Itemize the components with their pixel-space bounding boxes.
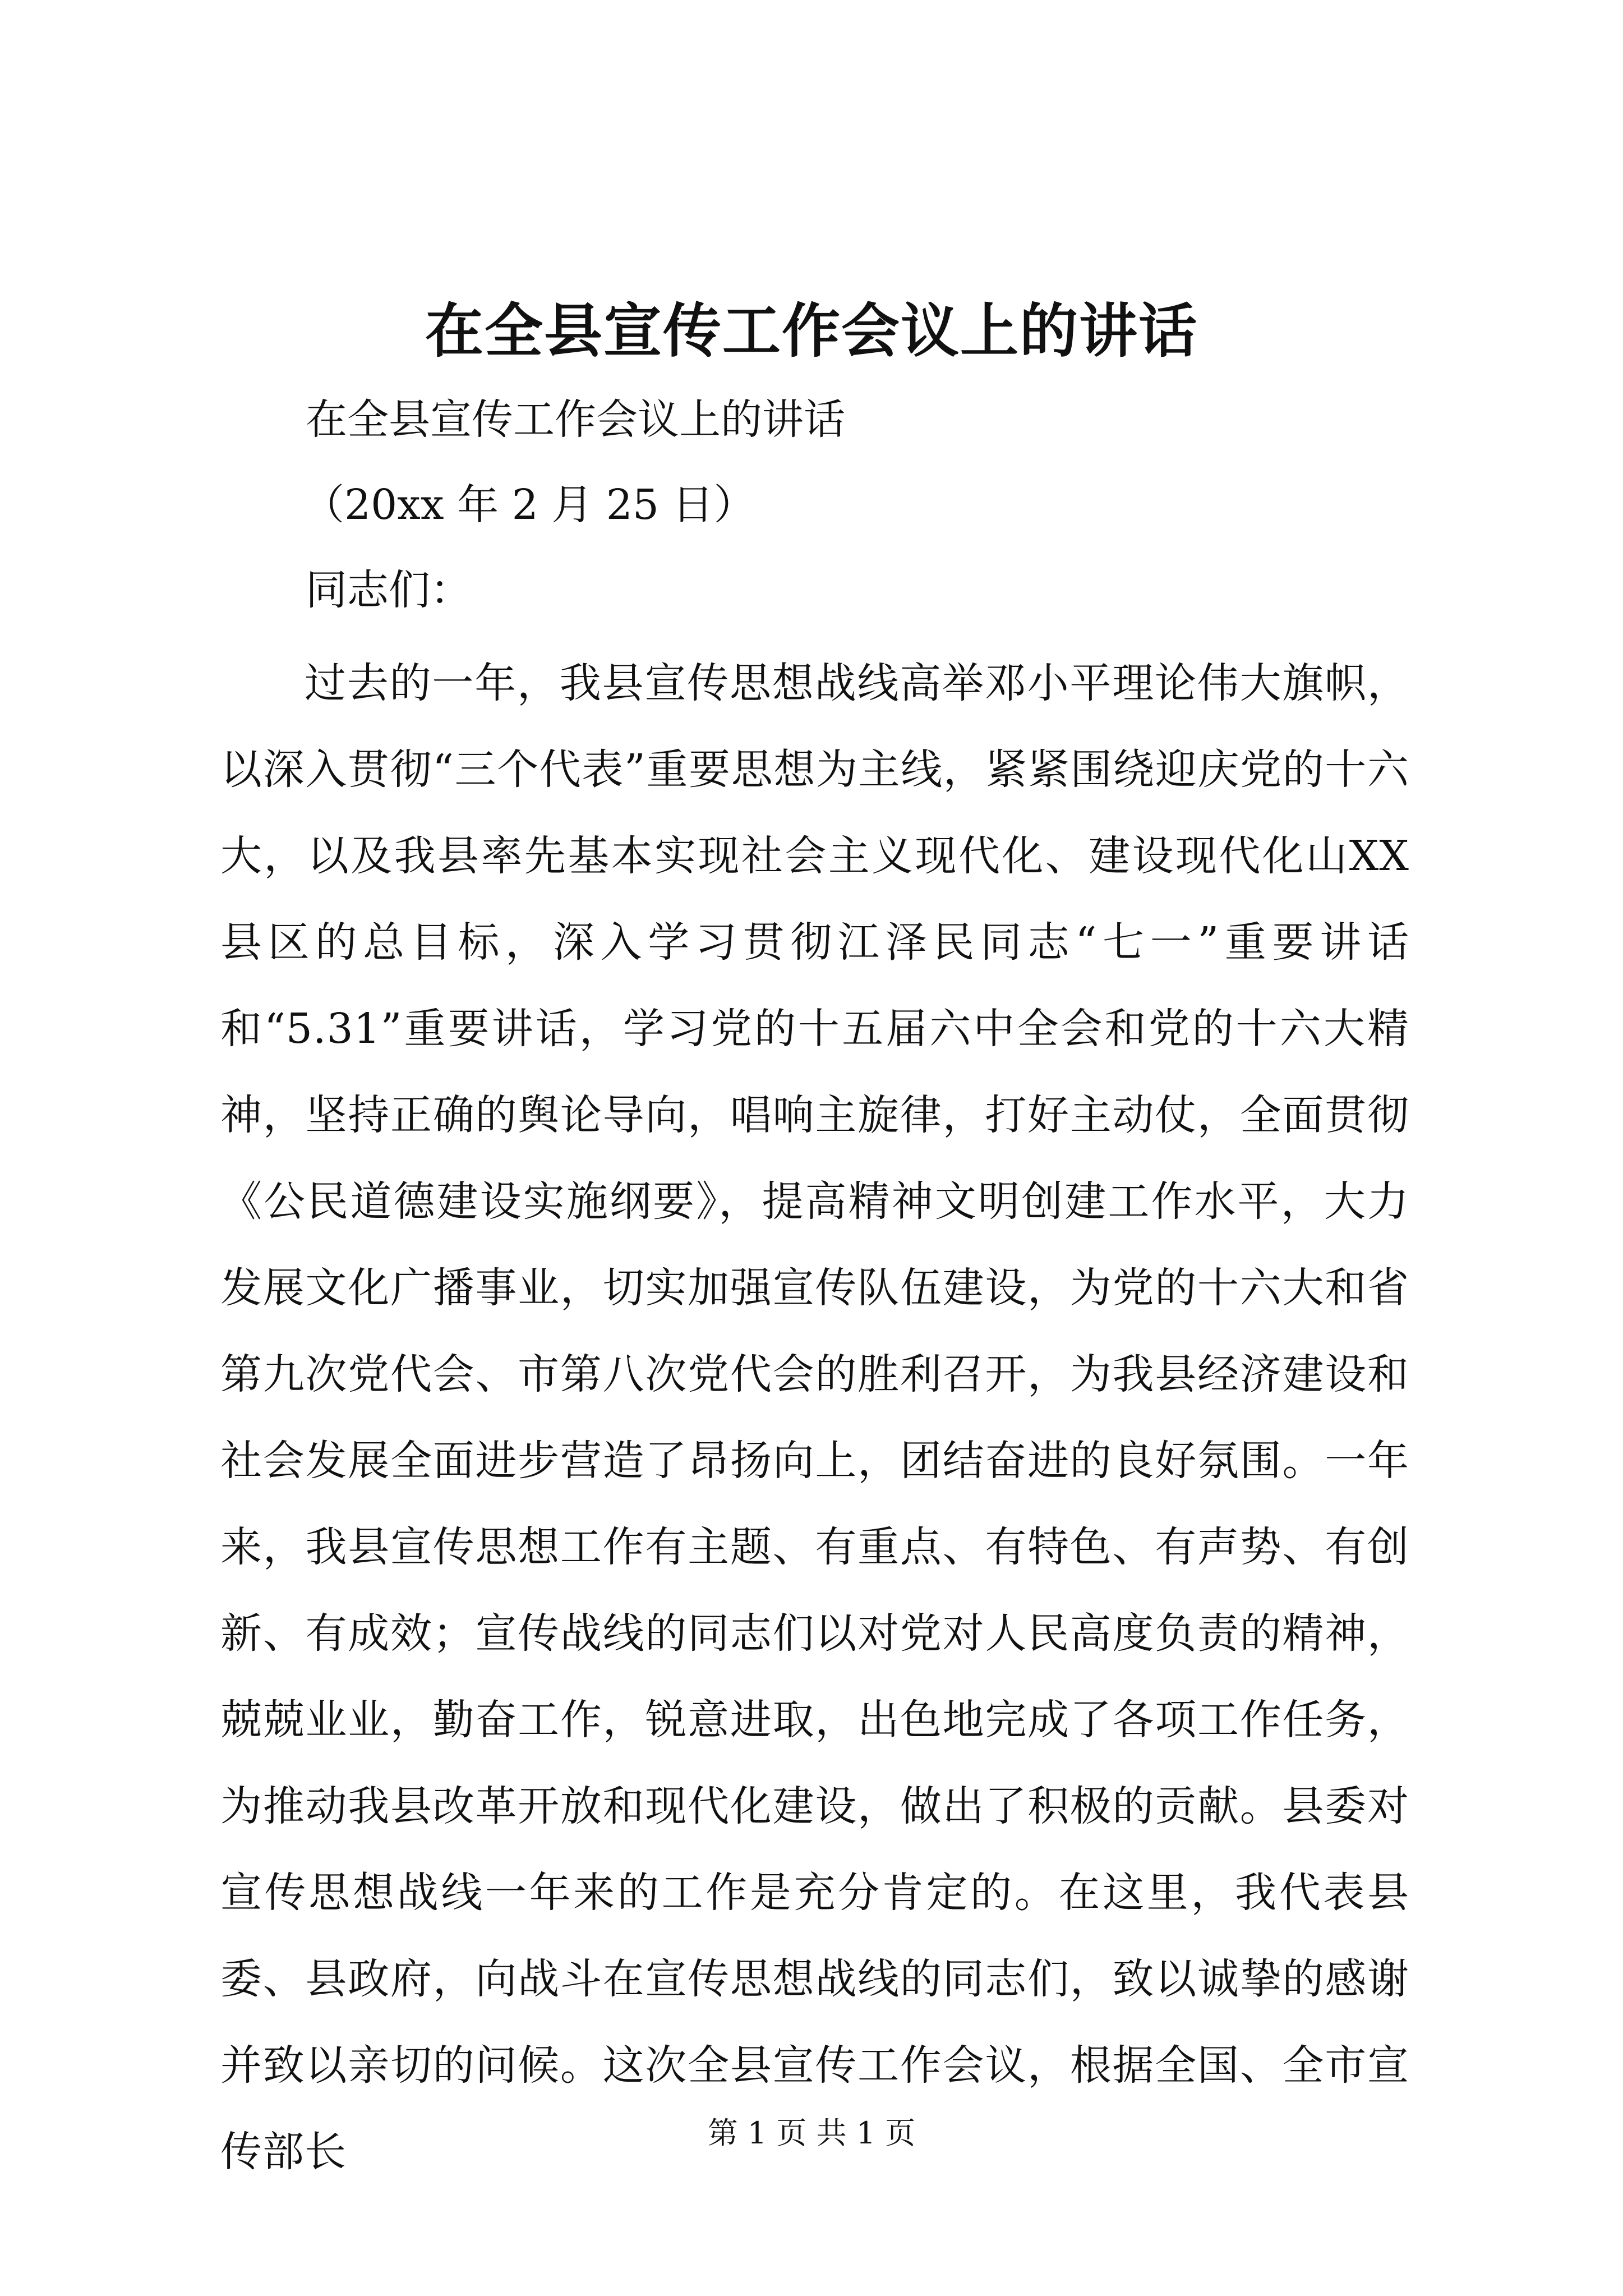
document-subtitle: 在全县宣传工作会议上的讲话	[306, 395, 845, 444]
greeting: 同志们：	[306, 566, 472, 614]
document-date: （20xx 年 2 月 25 日）	[303, 481, 755, 529]
body-paragraph: 过去的一年，我县宣传思想战线高举邓小平理论伟大旗帜，以深入贯彻“三个代表”重要思想为主线，紧紧围绕迎庆党的十六大，以及我县率先基本实现社会主义现代化、建设现代化山XX县区的总目标，深入学习贯彻江泽民同志“七一”重要讲话和“5.31”重要讲话，学习党的十五届六中全会和党的十六大精神，坚持正确的舆论导向，唱响主旋律，打好主动仗，全面贯彻《公民道德建设实施纲要》，提高精神文明创建工作水平，大力发展文化广播事业，切实加强宣传队伍建设，为党的十六大和省第九次党代会、市第八次党代会的胜利召开，为我县经济建设和社会发展全面进步营造了昂扬向上，团结奋进的良好氛围。一年来，我县宣传思想工作有主题、有重点、有特色、有声势、有创新、有成效；宣传战线的同志们以对党对人民高度负责的精神，兢兢业业，勤奋工作，锐意进取，出色地完成了各项工作任务，为推动我县改革开放和现代化建设，做出了积极的贡献。县委对宣传思想战线一年来的工作是充分肯定的。在这里，我代表县委、县政府，向战斗在宣传思想战线的同志们，致以诚挚的感谢并致以亲切的问候。这次全县宣传工作会议，根据全国、全市宣传部长	[220, 659, 1409, 2176]
document-title: 在全县宣传工作会议上的讲话	[425, 296, 1198, 365]
page-footer: 第 1 页 共 1 页	[707, 2115, 916, 2151]
